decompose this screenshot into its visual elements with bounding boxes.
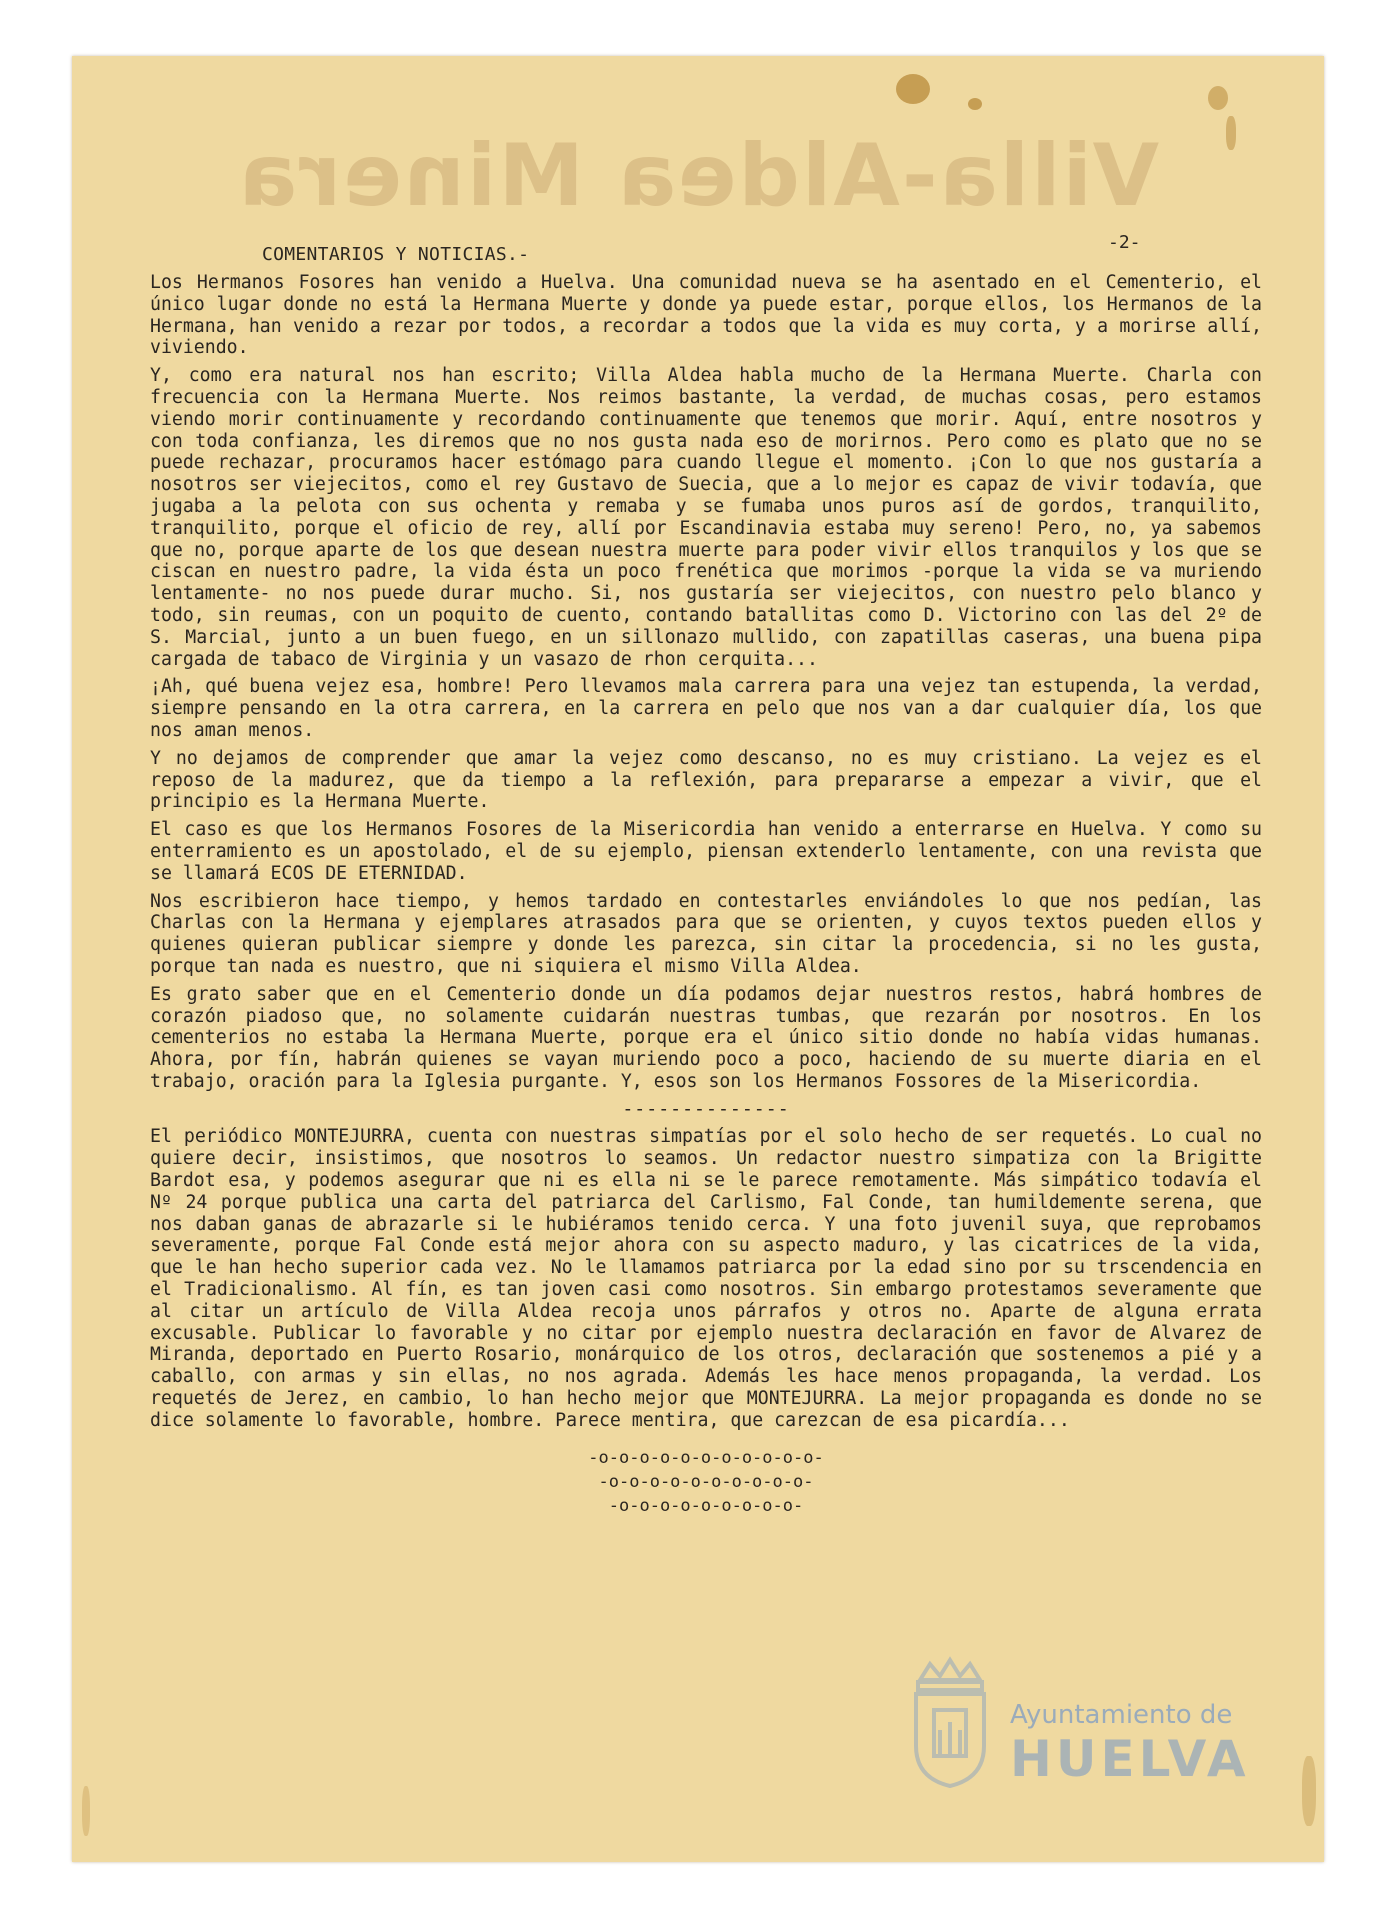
paragraph: ¡Ah, qué buena vejez esa, hombre! Pero llevamos mala carrera para una vejez tan estupenda, la verdad, siempre pensando en la otra carrera, en la carrera en pelo que nos van a dar cualquier día, los que nos aman menos. — [150, 676, 1262, 741]
stain-mark — [82, 1786, 90, 1836]
watermark-text: Ayuntamiento de — [1010, 1700, 1233, 1730]
closing-ornaments — [150, 1446, 1262, 1518]
page-number: -2- — [1108, 232, 1141, 253]
paragraph: Es grato saber que en el Cementerio donde un día podamos dejar nuestros restos, habrá hombres de corazón piadoso que, no solamente cuidarán nuestras tumbas, que rezarán por nosotros. En los cementerios no estaba la Hermana Muerte, porque era el único sitio donde no había vidas humanas. Ahora, por fín, habrán quienes se vayan muriendo poco a poco, haciendo de su muerte diaria en el trabajo, oración para la Iglesia purgante. Y, esos son los Hermanos Fossores de la Misericordia. — [150, 983, 1262, 1092]
stain-mark — [1208, 86, 1228, 110]
stain-mark — [896, 74, 930, 104]
paragraph: Nos escribieron hace tiempo, y hemos tardado en contestarles enviándoles lo que nos pedían, las Charlas con la Hermana y ejemplares atrasados para que se orienten, y cuyos textos pueden ellos y quienes quieran publicar siempre y donde les parezca, sin citar la procedencia, si no les gusta, porque tan nada es nuestro, que ni siquiera el mismo Villa Aldea. — [150, 890, 1262, 977]
ornament-line: -o-o-o-o-o-o-o-o-o- — [608, 1495, 804, 1516]
article-body — [150, 272, 1262, 1518]
section-title: COMENTARIOS Y NOTICIAS.- — [262, 244, 530, 265]
stain-mark — [1302, 1756, 1316, 1826]
crest-icon — [900, 1650, 1000, 1790]
paragraph: El caso es que los Hermanos Fosores de la Misericordia han venido a enterrarse en Huelva. Y como su enterramiento es un apostolado, el de su ejemplo, piensan extenderlo lentamente, con una revista que se llamará ECOS DE ETERNIDAD. — [150, 819, 1262, 884]
paragraph: El periódico MONTEJURRA, cuenta con nuestras simpatías por el solo hecho de ser requetés. Lo cual no quiere decir, insistimos, que nosotros lo seamos. Un redactor nuestro simpatiza con la Brigitte Bardot esa, y podemos asegurar que ni es ella ni se le parece remotamente. Más simpático todavía el Nº 24 porque publica una carta del patriarca del Carlismo, Fal Conde, tan humildemente serena, que nos daban ganas de abrazarle si le hubiéramos tenido cerca. Y una foto juvenil suya, que reprobamos severamente, porque Fal Conde está mejor ahora con su aspecto maduro, y las cicatrices de la vida, que le han hecho superior cada vez. No le llamamos patriarca por la edad sino por su trscendencia en el Tradicionalismo. Al fín, es tan joven casi como nosotros. Sin embargo protestamos severamente que al citar un artículo de Villa Aldea recoja unos párrafos y otros no. Aparte de alguna errata excusable. Publicar lo favorable y no citar por ejemplo nuestra declaración en favor de Alvarez de Miranda, deportado en Puerto Rosario, monárquico de los otros, declaración que sostenemos a pié y a caballo, con armas y sin ellas, no nos agrada. Además les hace menos propaganda, la verdad. Los requetés de Jerez, en cambio, lo han hecho mejor que MONTEJURRA. La mejor propaganda es donde no se dice solamente lo favorable, hombre. Parece mentira, que carezcan de esa picardía... — [150, 1126, 1262, 1431]
paragraph: Y no dejamos de comprender que amar la vejez como descanso, no es muy cristiano. La vejez es el reposo de la madurez, que da tiempo a la reflexión, para prepararse a empezar a vivir, que el principio es la Hermana Muerte. — [150, 747, 1262, 813]
bleed-through-title: Villa-Aldea Minera — [236, 126, 1160, 226]
document-page — [72, 56, 1324, 1862]
ornament-line: -o-o-o-o-o-o-o-o-o-o- — [598, 1471, 814, 1492]
stain-mark — [968, 98, 982, 110]
paragraph: Y, como era natural nos han escrito; Villa Aldea habla mucho de la Hermana Muerte. Charla con frecuencia con la Hermana Muerte. Nos reimos bastante, la verdad, de muchas cosas, pero estamos viendo morir continuamente y recordando continuamente que tenemos que morir. Aquí, entre nosotros y con toda confianza, les diremos que no nos gusta nada eso de morirnos. Pero como es plato que no se puede rechazar, procuramos hacer estómago para cuando llegue el momento. ¡Con lo que nos gustaría a nosotros ser viejecitos, como el rey Gustavo de Suecia, que a lo mejor es capaz de vivir todavía, que jugaba a la pelota con sus ochenta y remaba y se fumaba unos puros así de gordos, tranquilito, tranquilito, porque el oficio de rey, allí por Escandinavia estaba muy sereno! Pero, no, ya sabemos que no, porque aparte de los que desean nuestra muerte para poder vivir ellos tranquilos y los que se ciscan en nuestro padre, la vida ésta un poco frenética que morimos -porque la vida se va muriendo lentamente- no nos puede durar mucho. Si, nos gustaría ser viejecitos, con nuestro pelo blanco y todo, sin reumas, con un poquito de cuento, contando batallitas como D. Victorino con las del 2º de S. Marcial, junto a un buen fuego, en un sillonazo mullido, con zapatillas caseras, una buena pipa cargada de tabaco de Virginia y un vasazo de rhon cerquita... — [150, 365, 1262, 670]
watermark-brand: HUELVA — [1010, 1730, 1250, 1788]
paragraph: Los Hermanos Fosores han venido a Huelva. Una comunidad nueva se ha asentado en el Cementerio, el único lugar donde no está la Hermana Muerte y donde ya puede estar, porque ellos, los Hermanos de la Hermana, han venido a rezar por todos, a recordar a todos que la vida es muy corta, y a morirse allí, viviendo. — [150, 272, 1262, 359]
stain-mark — [1226, 116, 1236, 150]
ornament-line: -o-o-o-o-o-o-o-o-o-o-o- — [588, 1447, 824, 1468]
section-divider: -------------- — [622, 1098, 790, 1120]
